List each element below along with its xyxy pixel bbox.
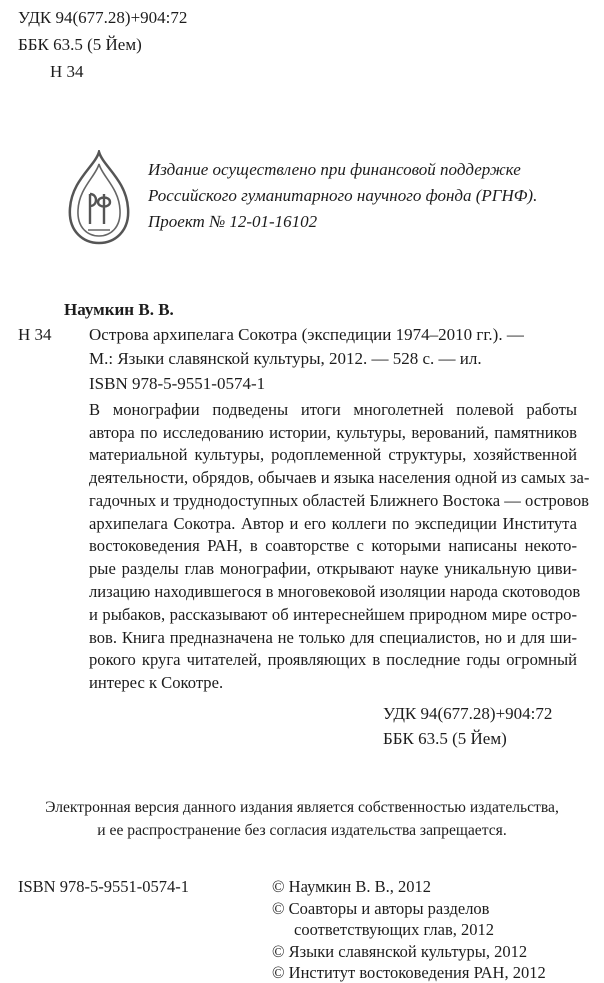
abstract-line: гадочных и труднодоступных областей Ближнего Востока — островов bbox=[89, 491, 589, 510]
catalog-author: Наумкин В. В. bbox=[64, 300, 174, 319]
rights-notice-line-2: и ее распространение без согласия издательства запрещается. bbox=[97, 822, 507, 839]
bbk-bottom: ББК 63.5 (5 Йем) bbox=[383, 729, 507, 748]
abstract-line: рые разделы глав монографии, открывают науке уникальную циви- bbox=[89, 559, 577, 578]
copyright-line: соответствующих глав, 2012 bbox=[294, 920, 495, 939]
abstract-line: рокого круга читателей, проявляющих в последние годы огромный bbox=[89, 650, 577, 669]
bbk-top: ББК 63.5 (5 Йем) bbox=[18, 35, 142, 54]
abstract-line: материальной культуры, родоплеменной структуры, хозяйственной bbox=[89, 445, 577, 464]
udk-bottom: УДК 94(677.28)+904:72 bbox=[383, 704, 553, 723]
catalog-title: Острова архипелага Сокотра (экспедиции 1974–2010 гг.). — bbox=[89, 325, 524, 344]
udk-top: УДК 94(677.28)+904:72 bbox=[18, 8, 188, 27]
copyright-line: © Языки славянской культуры, 2012 bbox=[272, 942, 528, 961]
rights-notice-line-1: Электронная версия данного издания является собственностью издательства, bbox=[45, 799, 559, 816]
abstract-line: вов. Книга предназначена не только для специалистов, но и для ши- bbox=[89, 628, 577, 647]
isbn-footer: ISBN 978-5-9551-0574-1 bbox=[18, 877, 189, 896]
abstract-line: В монографии подведены итоги многолетней полевой работы bbox=[89, 400, 577, 419]
catalog-author-mark: Н 34 bbox=[18, 325, 52, 344]
grant-line-3: Проект № 12-01-16102 bbox=[148, 212, 318, 231]
abstract-line: деятельности, обрядов, обычаев и языка населения одной из самых за- bbox=[89, 468, 590, 487]
abstract-line: интерес к Сокотре. bbox=[89, 673, 224, 692]
author-mark-top: Н 34 bbox=[50, 62, 84, 81]
grant-line-2: Российского гуманитарного научного фонда (РГНФ). bbox=[148, 186, 538, 205]
copyright-line: © Институт востоковедения РАН, 2012 bbox=[272, 963, 546, 982]
abstract-line: лизацию находившегося в многовековой изоляции народа скотоводов bbox=[89, 582, 581, 601]
rgnf-logo-icon bbox=[64, 150, 134, 245]
copyright-line: © Соавторы и авторы разделов bbox=[272, 899, 490, 918]
abstract-line: востоковедения РАН, в соавторстве с которыми написаны некото- bbox=[89, 536, 577, 555]
abstract-line: автора по исследованию истории, культуры, верований, памятников bbox=[89, 423, 577, 442]
copyright-line: © Наумкин В. В., 2012 bbox=[272, 877, 431, 896]
catalog-isbn: ISBN 978-5-9551-0574-1 bbox=[89, 374, 266, 393]
grant-line-1: Издание осуществлено при финансовой поддержке bbox=[148, 160, 521, 179]
catalog-imprint: М.: Языки славянской культуры, 2012. — 528 с. — ил. bbox=[89, 349, 482, 368]
abstract-line: архипелага Сокотра. Автор и его коллеги по экспедиции Института bbox=[89, 514, 577, 533]
abstract-line: и рыбаков, рассказывают об интереснейшем природном мире остро- bbox=[89, 605, 577, 624]
